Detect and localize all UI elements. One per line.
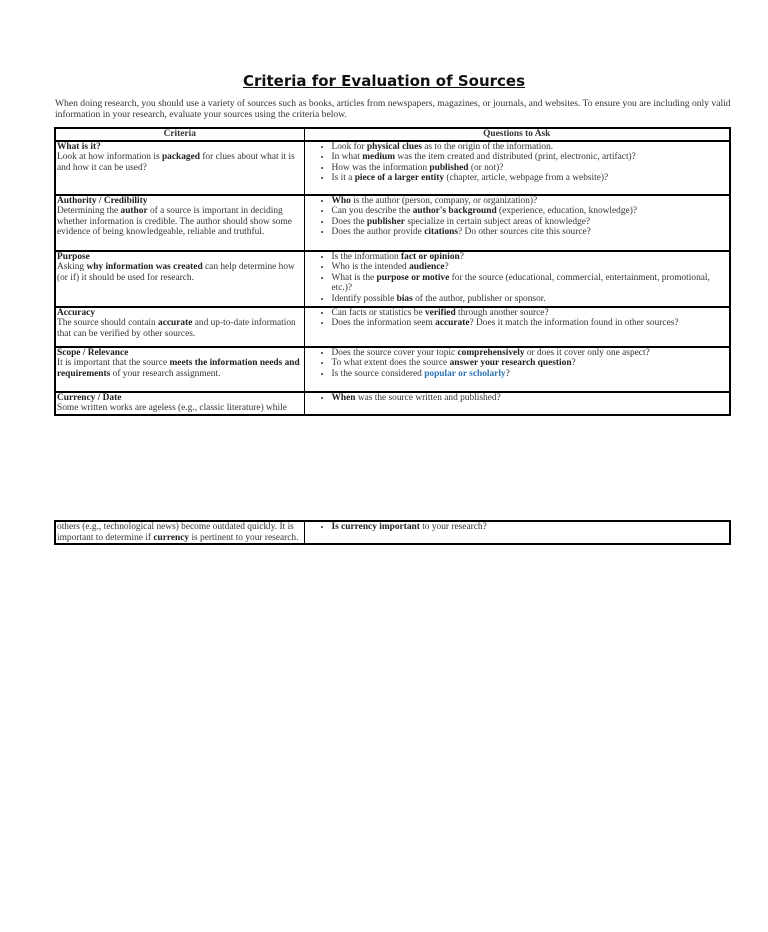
text-run: Some written works are ageless (e.g., classic literature) while: [57, 403, 287, 414]
text-run: of your research assignment.: [110, 368, 221, 379]
intro-paragraph: When doing research, you should use a variety of sources such as books, articles from newspapers, magazines, or journals, and websites. To ensure you are including only valid information in your research, evaluate your sources using the criteria below.: [55, 98, 731, 120]
question-item: [332, 348, 729, 359]
question-item: [332, 358, 729, 369]
text-run: Does the: [331, 216, 367, 227]
text-run: Identify possible: [331, 293, 397, 304]
text-run: for clues about what it is and how it can be used?: [57, 152, 295, 173]
criteria-cell: [55, 195, 304, 251]
criteria-description: [57, 206, 292, 237]
questions-cell: [304, 141, 730, 195]
text-run: was the source written and published?: [355, 392, 501, 403]
text-run: ?: [505, 368, 510, 379]
text-run: as to the origin of the information.: [421, 141, 554, 152]
emphasis-text: verified: [424, 307, 456, 318]
text-run: ? Does it match the information found in other sources?: [469, 318, 679, 329]
text-run: ? Do other sources cite this source?: [458, 227, 591, 238]
emphasis-text: citations: [424, 227, 459, 238]
text-run: through another source?: [455, 307, 549, 318]
text-run: Who is the intended: [331, 262, 410, 273]
question-item: [332, 206, 729, 217]
text-run: Does the author provide: [331, 227, 425, 238]
text-run: Does the information seem: [331, 318, 436, 329]
emphasis-text: Is currency important: [331, 522, 420, 532]
questions-header: Questions to Ask: [304, 128, 730, 141]
question-item: [332, 173, 729, 184]
text-run: (chapter, article, webpage from a website)?: [444, 173, 609, 184]
text-run: can help determine how (or if) it should be used for research.: [57, 262, 295, 283]
text-run: Does the source cover your topic: [331, 347, 458, 358]
criteria-description: [57, 262, 295, 283]
questions-list: [306, 393, 729, 404]
text-run: The source should contain: [57, 318, 159, 329]
emphasis-text: publisher: [366, 216, 405, 227]
question-item: [332, 152, 729, 163]
emphasis-text: currency: [153, 532, 190, 543]
text-run: Is the information: [331, 251, 402, 262]
questions-cell: [304, 195, 730, 251]
question-item: [332, 163, 729, 174]
emphasis-text: packaged: [161, 152, 200, 163]
questions-cell: [304, 392, 730, 415]
text-run: or does it cover only one aspect?: [524, 347, 650, 358]
emphasis-text: Who: [331, 195, 351, 206]
table-row: [55, 392, 730, 415]
text-run: (or not)?: [468, 162, 504, 173]
questions-list: [306, 196, 729, 238]
text-run: Is the source considered: [331, 368, 425, 379]
questions-cell: [304, 251, 730, 307]
question-item: [332, 273, 729, 294]
question-item: [332, 393, 729, 404]
emphasis-text: bias: [396, 293, 413, 304]
questions-list: [306, 308, 729, 329]
questions-list: [306, 348, 729, 380]
text-run: ?: [459, 251, 464, 262]
text-run: ?: [571, 358, 576, 369]
questions-cell: [304, 347, 730, 392]
criteria-title: Authority / Credibility: [57, 195, 148, 206]
text-run: for the source (educational, commercial, entertainment, promotional, etc.)?: [331, 272, 710, 294]
text-run: of the author, publisher or sponsor.: [412, 293, 546, 304]
criteria-table: [54, 127, 731, 416]
text-run: was the item created and distributed (print, electronic, artifact)?: [395, 152, 636, 163]
question-item: [332, 522, 729, 533]
text-run: is pertinent to your research.: [189, 532, 299, 543]
emphasis-text: comprehensively: [457, 347, 525, 358]
text-run: It is important that the source: [57, 358, 170, 369]
criteria-header: Criteria: [55, 128, 304, 141]
question-item: [332, 318, 729, 329]
text-run: others (e.g., technological news) become outdated quickly. It is important to determine if: [57, 522, 294, 543]
criteria-description: [57, 358, 300, 379]
text-run: How was the information: [331, 162, 430, 173]
text-run: and up-to-date information that can be verified by other sources.: [57, 318, 296, 339]
emphasis-text: purpose or motive: [376, 272, 450, 283]
emphasis-text: audience: [409, 262, 445, 273]
text-run: Look at how information is: [57, 152, 162, 163]
emphasis-text: published: [429, 162, 469, 173]
question-item: [332, 196, 729, 207]
criteria-description: [57, 152, 295, 173]
criteria-cell: [55, 251, 304, 307]
question-item: [332, 252, 729, 263]
criteria-description: [57, 318, 296, 339]
emphasis-text: When: [331, 392, 356, 403]
table-row: [55, 141, 730, 195]
text-run: To what extent does the source: [331, 358, 450, 369]
emphasis-text: accurate: [435, 318, 470, 329]
criteria-cell: [55, 521, 304, 544]
emphasis-text: piece of a larger entity: [354, 173, 445, 184]
question-item: [332, 369, 729, 380]
table-row: [55, 195, 730, 251]
emphasis-text: physical clues: [366, 141, 422, 152]
text-run: to your research?: [419, 522, 487, 532]
criteria-cell: [55, 307, 304, 347]
criteria-title: Purpose: [57, 251, 90, 262]
text-run: (experience, education, knowledge)?: [496, 206, 637, 217]
text-run: of a source is important in deciding whether information is credible. The author should show some evidence of being knowledgeable, reliable and truthful.: [57, 206, 292, 238]
criteria-cell: [55, 347, 304, 392]
criteria-title: What is it?: [57, 141, 101, 152]
text-run: Can facts or statistics be: [331, 307, 425, 318]
emphasis-text: medium: [362, 152, 396, 163]
criteria-description: [57, 522, 298, 543]
text-run: Look for: [331, 141, 367, 152]
table-row: [55, 347, 730, 392]
emphasis-text: answer your research question: [449, 358, 572, 369]
emphasis-text: accurate: [158, 318, 193, 329]
questions-cell: [304, 307, 730, 347]
text-run: What is the: [331, 272, 377, 283]
criteria-title: Scope / Relevance: [57, 347, 129, 358]
page-title: Criteria for Evaluation of Sources: [242, 72, 526, 90]
emphasis-text: author's background: [412, 206, 497, 217]
text-run: In what: [331, 152, 363, 163]
questions-list: [306, 142, 729, 184]
emphasis-text: author: [120, 206, 148, 217]
text-run: ?: [444, 262, 449, 273]
emphasis-text: fact or opinion: [401, 251, 460, 262]
table-row: [55, 521, 730, 544]
table-row: [55, 307, 730, 347]
criteria-cell: [55, 141, 304, 195]
emphasis-text: why information was created: [86, 262, 203, 273]
text-run: Asking: [57, 262, 87, 273]
question-item: [332, 142, 729, 153]
criteria-title: Currency / Date: [57, 392, 122, 403]
criteria-description: [57, 403, 287, 413]
question-item: [332, 217, 729, 228]
text-run: Is it a: [331, 173, 355, 184]
text-run: Determining the: [57, 206, 121, 217]
question-item: [332, 227, 729, 238]
question-item: [332, 294, 729, 305]
criteria-title: Accuracy: [57, 307, 96, 318]
criteria-table-continued: [54, 520, 731, 545]
popular-scholarly-link[interactable]: popular or scholarly: [424, 368, 506, 379]
questions-list: [306, 252, 729, 305]
emphasis-text: meets the information needs and requirements: [57, 358, 300, 379]
text-run: Can you describe the: [331, 206, 413, 217]
text-run: specialize in certain subject areas of knowledge?: [404, 216, 591, 227]
criteria-cell: [55, 392, 304, 415]
text-run: is the author (person, company, or organization)?: [350, 195, 538, 206]
table-row: [55, 251, 730, 307]
question-item: [332, 308, 729, 319]
question-item: [332, 262, 729, 273]
questions-list: [306, 522, 729, 533]
questions-cell: [304, 521, 730, 544]
